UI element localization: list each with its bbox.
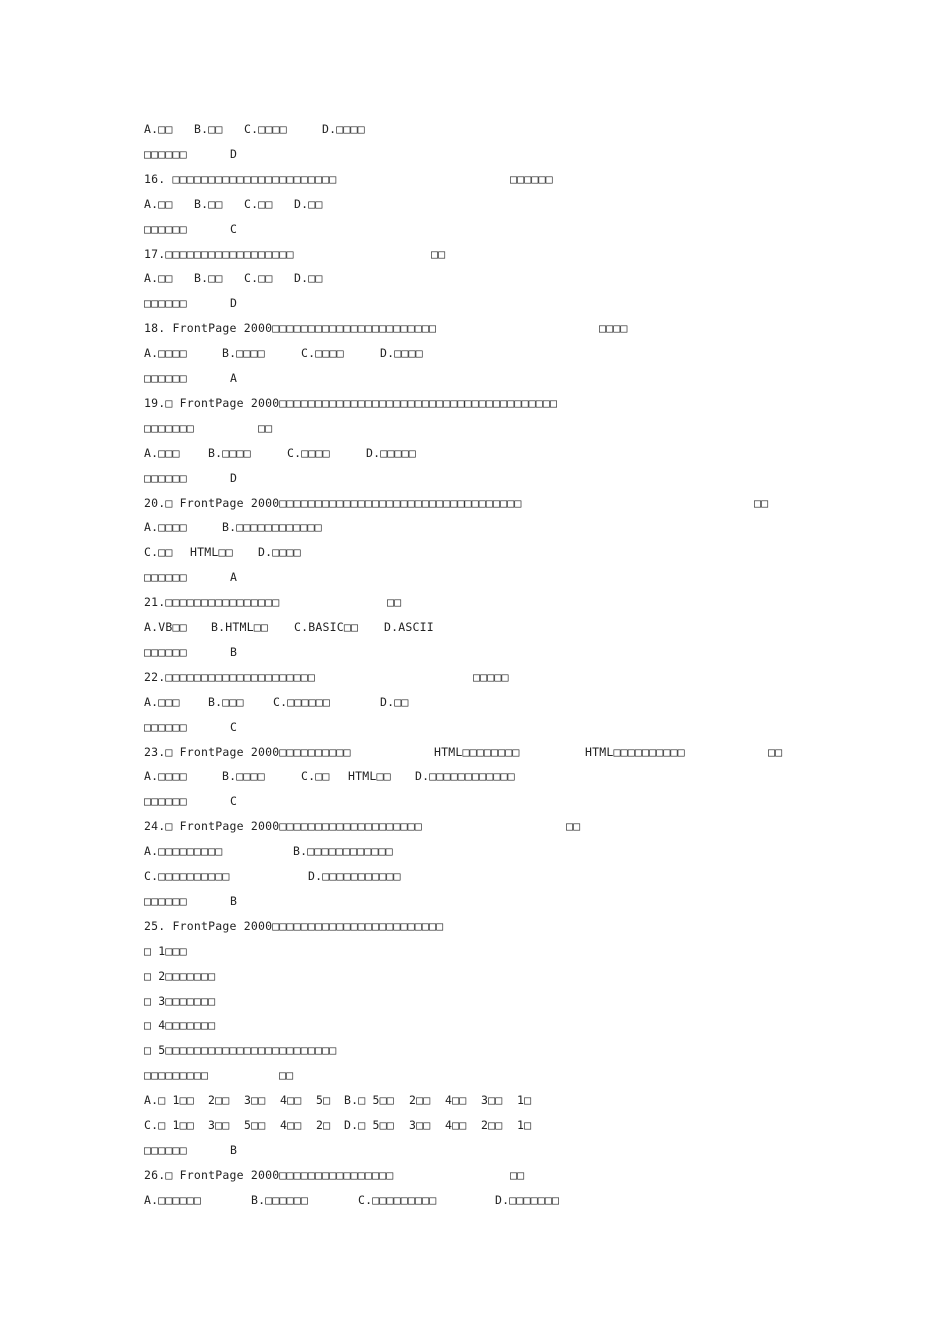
text-line — [144, 1165, 930, 1185]
text-segment: D.□□□□□□□ — [495, 1192, 560, 1207]
text-segment: B.□□ — [194, 122, 223, 136]
text-line — [144, 1140, 930, 1160]
text-segment: D.ASCII — [384, 620, 434, 634]
text-line — [144, 1015, 930, 1035]
text-line — [144, 642, 930, 662]
text-line — [144, 692, 930, 712]
text-segment: 3□□ — [409, 1118, 431, 1132]
text-segment: D.□□□□□□□□□□□ — [308, 869, 401, 883]
text-segment: □□□□□□ — [144, 221, 187, 236]
text-line — [144, 891, 930, 911]
text-segment: □ 3□□□□□□□ — [144, 993, 216, 1008]
text-segment: C — [230, 221, 238, 236]
text-line — [144, 493, 930, 513]
text-segment: A.□□□□ — [144, 520, 187, 535]
text-line — [144, 343, 930, 363]
text-segment: A.□□□ — [144, 694, 180, 709]
text-segment: □□□□□□ — [144, 893, 187, 908]
text-segment: 4□□ — [445, 1093, 467, 1108]
text-segment: 26.□ FrontPage 2000□□□□□□□□□□□□□□□□ — [144, 1167, 394, 1182]
text-line — [144, 916, 930, 936]
text-line — [144, 468, 930, 488]
text-segment: 2□□ — [208, 1093, 230, 1108]
text-segment: D — [230, 296, 238, 311]
text-segment: □ 4□□□□□□□ — [144, 1018, 216, 1033]
text-segment: D.□□□□ — [258, 545, 301, 560]
text-segment: A.□□ — [144, 196, 173, 211]
text-segment: B.□□□□□□□□□□□□ — [293, 844, 393, 859]
text-segment: □□ — [768, 744, 783, 759]
text-segment: □□□□□□ — [144, 570, 187, 585]
text-segment: C.□□□□ — [244, 122, 287, 136]
text-segment: 5□□ — [244, 1118, 266, 1132]
text-segment: A.□□ — [144, 271, 173, 286]
text-segment: 16. □□□□□□□□□□□□□□□□□□□□□□□ — [144, 171, 337, 186]
text-segment: 2□□ — [409, 1093, 431, 1108]
text-line — [144, 119, 930, 139]
text-line — [144, 1065, 930, 1085]
text-segment: B.□□□□□□□□□□□□ — [222, 520, 322, 535]
text-line — [144, 219, 930, 239]
text-line — [144, 717, 930, 737]
text-line — [144, 144, 930, 164]
text-segment: HTML□□ — [190, 545, 233, 560]
text-line — [144, 1090, 930, 1110]
text-segment: 2□□ — [481, 1118, 503, 1132]
text-segment: □□ — [279, 1068, 294, 1083]
text-segment: 4□□ — [280, 1118, 302, 1132]
text-segment: C.□ 1□□ — [144, 1118, 194, 1132]
text-segment: A.□ 1□□ — [144, 1093, 194, 1108]
text-segment: 22.□□□□□□□□□□□□□□□□□□□□□ — [144, 669, 315, 684]
text-segment: □□□□ — [599, 321, 628, 336]
text-segment: 24.□ FrontPage 2000□□□□□□□□□□□□□□□□□□□□ — [144, 819, 422, 834]
text-segment: D.□□ — [294, 196, 323, 211]
text-line — [144, 169, 930, 189]
text-segment: □□□□□□ — [144, 794, 187, 809]
text-segment: □□ — [387, 595, 402, 610]
text-segment: D.□ 5□□ — [344, 1118, 394, 1132]
text-segment: 21.□□□□□□□□□□□□□□□□ — [144, 595, 280, 610]
text-segment: □□□□□□ — [144, 644, 187, 659]
text-segment: □□□□□□ — [510, 171, 553, 186]
text-segment: □□□□□□□ — [144, 420, 194, 435]
text-segment: 25. FrontPage 2000□□□□□□□□□□□□□□□□□□□□□□□□ — [144, 918, 444, 933]
text-line — [144, 567, 930, 587]
text-segment: B.□□□ — [208, 694, 244, 709]
text-segment: □□ — [258, 420, 273, 435]
text-segment: B — [230, 1142, 238, 1157]
text-line — [144, 866, 930, 886]
text-segment: C.□□□□ — [301, 346, 344, 361]
text-line — [144, 991, 930, 1011]
text-segment: C.□□□□□□□□□□ — [144, 869, 230, 883]
text-segment: 17.□□□□□□□□□□□□□□□□□□ — [144, 246, 294, 261]
text-line — [144, 941, 930, 961]
text-segment: A.□□ — [144, 122, 173, 136]
text-segment: 4□□ — [280, 1093, 302, 1108]
text-segment: □□□□□□ — [144, 1142, 187, 1157]
text-segment: 3□□ — [208, 1118, 230, 1132]
text-segment: □□ — [431, 246, 446, 261]
text-line — [144, 592, 930, 612]
text-segment: C.□□ — [244, 196, 273, 211]
text-segment: 4□□ — [445, 1118, 467, 1132]
text-segment: 20.□ FrontPage 2000□□□□□□□□□□□□□□□□□□□□□□□□□□□□□□□□□□ — [144, 495, 522, 510]
text-line — [144, 268, 930, 288]
text-segment: □□□□□□ — [144, 470, 187, 485]
text-line — [144, 816, 930, 836]
text-segment: C — [230, 719, 238, 734]
text-segment: □□ — [510, 1167, 525, 1182]
text-segment: C.□□□□□□ — [273, 694, 330, 709]
text-segment: □□ — [566, 819, 581, 834]
text-line — [144, 393, 930, 413]
text-segment: □□ — [754, 495, 769, 510]
text-line — [144, 742, 930, 762]
text-segment: B.□□□□□□ — [251, 1192, 308, 1207]
text-segment: 3□□ — [244, 1093, 266, 1108]
text-line — [144, 966, 930, 986]
text-segment: □□□□□□□□□ — [144, 1068, 209, 1083]
text-segment: A — [230, 570, 238, 585]
text-segment: B.□ 5□□ — [344, 1093, 394, 1108]
text-line — [144, 244, 930, 264]
text-line — [144, 517, 930, 537]
text-segment: 23.□ FrontPage 2000□□□□□□□□□□ — [144, 744, 351, 759]
text-segment: B.□□□□ — [222, 769, 265, 784]
text-segment: D.□□□□□ — [366, 445, 416, 460]
text-line — [144, 617, 930, 637]
text-segment: B.HTML□□ — [211, 620, 268, 634]
text-segment: D.□□□□□□□□□□□□ — [415, 769, 515, 784]
text-segment: C.□□ — [301, 769, 330, 784]
text-segment: □□□□□□ — [144, 719, 187, 734]
text-segment: D.□□ — [294, 271, 323, 286]
text-segment: C.□□□□□□□□□ — [358, 1192, 437, 1207]
text-line — [144, 766, 930, 786]
text-line — [144, 542, 930, 562]
text-segment: C.BASIC□□ — [294, 620, 359, 634]
text-line — [144, 1190, 930, 1210]
text-segment: D — [230, 146, 238, 161]
text-segment: □ 5□□□□□□□□□□□□□□□□□□□□□□□□ — [144, 1043, 337, 1058]
text-line — [144, 368, 930, 388]
text-line — [144, 841, 930, 861]
text-segment: B.□□ — [194, 196, 223, 211]
text-line — [144, 667, 930, 687]
text-line — [144, 318, 930, 338]
text-segment: □□□□□□ — [144, 296, 187, 311]
text-segment: A.□□□□ — [144, 346, 187, 361]
text-line — [144, 194, 930, 214]
text-segment: A — [230, 371, 238, 385]
text-segment: 1□ — [517, 1093, 532, 1108]
text-segment: □ 1□□□ — [144, 943, 187, 958]
text-segment: HTML□□□□□□□□□□ — [585, 744, 685, 759]
text-line — [144, 1040, 930, 1060]
text-segment: B.□□□□ — [222, 346, 265, 361]
text-segment: A.□□□ — [144, 445, 180, 460]
text-segment: B — [230, 644, 238, 659]
text-segment: B — [230, 893, 238, 908]
text-line — [144, 293, 930, 313]
text-segment: 18. FrontPage 2000□□□□□□□□□□□□□□□□□□□□□□□ — [144, 321, 437, 336]
text-segment: C — [230, 794, 238, 809]
text-line — [144, 418, 930, 438]
text-segment: C.□□□□ — [287, 445, 330, 460]
text-segment: A.□□□□□□ — [144, 1192, 201, 1207]
text-segment: D — [230, 470, 238, 485]
text-segment: HTML□□□□□□□□ — [434, 744, 520, 759]
text-segment: A.□□□□ — [144, 769, 187, 784]
text-segment: HTML□□ — [348, 769, 391, 784]
text-segment: A.VB□□ — [144, 620, 187, 634]
text-line — [144, 1115, 930, 1135]
text-segment: C.□□ — [144, 545, 173, 560]
text-segment: A.□□□□□□□□□ — [144, 844, 223, 859]
text-segment: □□□□□□ — [144, 146, 187, 161]
text-segment: □□□□□□ — [144, 371, 187, 385]
text-segment: 5□ — [316, 1093, 331, 1108]
text-segment: B.□□□□ — [208, 445, 251, 460]
text-segment: 19.□ FrontPage 2000□□□□□□□□□□□□□□□□□□□□□□□□□□□□□□□□□□□□□□□ — [144, 395, 558, 410]
text-segment: □□□□□ — [473, 669, 509, 684]
text-segment: D.□□□□ — [322, 122, 365, 136]
text-segment: C.□□ — [244, 271, 273, 286]
text-segment: D.□□ — [380, 694, 409, 709]
text-line — [144, 791, 930, 811]
text-line — [144, 443, 930, 463]
text-segment: □ 2□□□□□□□ — [144, 968, 216, 983]
text-segment: D.□□□□ — [380, 346, 423, 361]
text-segment: B.□□ — [194, 271, 223, 286]
text-segment: 2□ — [316, 1118, 331, 1132]
text-segment: 1□ — [517, 1118, 532, 1132]
text-segment: 3□□ — [481, 1093, 503, 1108]
